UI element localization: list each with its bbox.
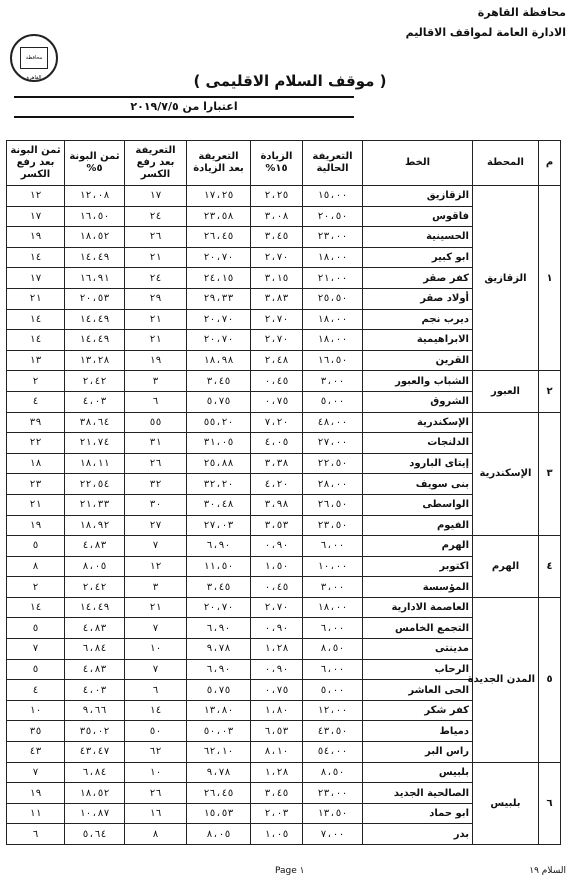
fare-cell: ٣٥ — [7, 721, 65, 742]
governorate-heading: محافظة القاهرة — [477, 6, 566, 19]
page-number: Page ١ — [275, 866, 305, 876]
route-name: الإسكندرية — [363, 412, 473, 433]
fare-cell: ١٤،٤٩ — [65, 309, 125, 330]
column-header: الخط — [363, 141, 473, 186]
fare-cell: ٥٠ — [125, 721, 187, 742]
fare-cell: ٥٥ — [125, 412, 187, 433]
fare-cell: ٢،٧٠ — [251, 330, 303, 351]
station-name: بلبيس — [473, 762, 539, 844]
station-name: العبور — [473, 371, 539, 412]
route-name: ابو كبير — [363, 247, 473, 268]
fare-cell: ١٥،٠٠ — [303, 186, 363, 207]
fare-cell: ٢٩،٣٣ — [187, 288, 251, 309]
fare-cell: ١٨،٠٠ — [303, 309, 363, 330]
route-name: الحى العاشر — [363, 680, 473, 701]
fare-cell: ١٨،١١ — [65, 453, 125, 474]
fare-cell: ٢٣ — [7, 474, 65, 495]
fare-cell: ٤،٠٣ — [65, 391, 125, 412]
fare-cell: ٢ — [7, 371, 65, 392]
fare-cell: ٥ — [7, 536, 65, 557]
fare-cell: ٧ — [125, 659, 187, 680]
fare-cell: ٣،٤٥ — [251, 227, 303, 248]
fare-cell: ٢٢،٥٤ — [65, 474, 125, 495]
fare-cell: ٠،٤٥ — [251, 577, 303, 598]
column-header: ثمن البونة بعد رفع الكسر — [7, 141, 65, 186]
fare-cell: ٤،٨٣ — [65, 536, 125, 557]
fare-cell: ٢٥،٥٠ — [303, 288, 363, 309]
fare-cell: ١٤ — [7, 597, 65, 618]
fare-cell: ٢٣،٥٨ — [187, 206, 251, 227]
route-name: الرحاب — [363, 659, 473, 680]
fare-cell: ٢٦،٥٠ — [303, 494, 363, 515]
fare-cell: ١٧ — [7, 206, 65, 227]
group-number: ٥ — [539, 597, 561, 762]
fare-cell: ٦،٠٠ — [303, 536, 363, 557]
fare-cell: ٤٣ — [7, 742, 65, 763]
fare-cell: ٤٨،٠٠ — [303, 412, 363, 433]
route-name: الفيوم — [363, 515, 473, 536]
fare-cell: ٠،٤٥ — [251, 371, 303, 392]
fare-cell: ٨،٠٥ — [65, 556, 125, 577]
fare-cell: ١٦ — [125, 803, 187, 824]
table-row — [7, 762, 561, 783]
fare-cell: ٦ — [125, 680, 187, 701]
column-header: التعريفة الحالية — [303, 141, 363, 186]
fare-cell: ١٨،٥٢ — [65, 227, 125, 248]
route-name: مدينتى — [363, 639, 473, 660]
fare-cell: ١٧،٢٥ — [187, 186, 251, 207]
fare-cell: ٤،٨٣ — [65, 618, 125, 639]
fare-cell: ٢٠،٧٠ — [187, 309, 251, 330]
fare-cell: ٢٦ — [125, 227, 187, 248]
fare-cell: ٢١ — [125, 330, 187, 351]
fare-cell: ٢٢،٥٠ — [303, 453, 363, 474]
fare-cell: ٨،٠٥ — [187, 824, 251, 845]
route-name: العاصمة الادارية — [363, 597, 473, 618]
fare-cell: ٢٤ — [125, 268, 187, 289]
fare-cell: ٩،٦٦ — [65, 700, 125, 721]
fare-cell: ٠،٩٠ — [251, 659, 303, 680]
fare-cell: ١٢،٠٨ — [65, 186, 125, 207]
fare-cell: ٢٠،٧٠ — [187, 597, 251, 618]
route-name: اكتوبر — [363, 556, 473, 577]
station-name: المدن الجديدة — [473, 597, 539, 762]
fare-cell: ٤ — [7, 391, 65, 412]
group-number: ٤ — [539, 536, 561, 598]
fare-cell: ٢٦ — [125, 453, 187, 474]
fare-cell: ٣،٩٨ — [251, 494, 303, 515]
fare-cell: ٢٩ — [125, 288, 187, 309]
route-name: كفر شكر — [363, 700, 473, 721]
fare-cell: ٥،٠٠ — [303, 680, 363, 701]
fare-cell: ٢٨،٠٠ — [303, 474, 363, 495]
fare-cell: ١١ — [7, 803, 65, 824]
fare-cell: ٩،٧٨ — [187, 639, 251, 660]
fare-cell: ١٣،٢٨ — [65, 350, 125, 371]
fare-cell: ٢٧،٠٣ — [187, 515, 251, 536]
fare-cell: ٧ — [125, 618, 187, 639]
fare-cell: ٨،٥٠ — [303, 762, 363, 783]
fare-table — [6, 140, 561, 845]
fare-cell: ٣٥،٠٢ — [65, 721, 125, 742]
route-name: الابراهيمية — [363, 330, 473, 351]
fare-cell: ٦ — [125, 391, 187, 412]
fare-cell: ١٨،٥٢ — [65, 783, 125, 804]
effective-date: اعتبارا من ٢٠١٩/٧/٥ — [14, 96, 354, 118]
fare-cell: ٢،٢٥ — [251, 186, 303, 207]
fare-cell: ٣٩ — [7, 412, 65, 433]
fare-cell: ١٤ — [7, 330, 65, 351]
fare-cell: ١٠ — [125, 762, 187, 783]
fare-cell: ١١،٥٠ — [187, 556, 251, 577]
group-number: ٢ — [539, 371, 561, 412]
fare-cell: ٦٢ — [125, 742, 187, 763]
fare-cell: ٦،٩٠ — [187, 536, 251, 557]
fare-cell: ٣،٨٣ — [251, 288, 303, 309]
fare-cell: ١٤،٤٩ — [65, 330, 125, 351]
fare-cell: ٣ — [125, 577, 187, 598]
fare-cell: ١٢ — [7, 186, 65, 207]
fare-cell: ٦،٨٤ — [65, 639, 125, 660]
fare-cell: ١٠ — [125, 639, 187, 660]
fare-cell: ١٨،٩٢ — [65, 515, 125, 536]
fare-cell: ١٠،٠٠ — [303, 556, 363, 577]
fare-cell: ١٤ — [125, 700, 187, 721]
fare-cell: ٤ — [7, 680, 65, 701]
fare-cell: ٢،٤٢ — [65, 371, 125, 392]
fare-cell: ٢٣،٠٠ — [303, 227, 363, 248]
fare-cell: ١٩ — [125, 350, 187, 371]
fare-cell: ١٣،٨٠ — [187, 700, 251, 721]
fare-cell: ٧،٢٠ — [251, 412, 303, 433]
fare-cell: ٢٤ — [125, 206, 187, 227]
fare-cell: ١٩ — [7, 783, 65, 804]
fare-cell: ٣،٤٥ — [187, 371, 251, 392]
group-number: ١ — [539, 186, 561, 371]
fare-cell: ٠،٧٥ — [251, 680, 303, 701]
fare-cell: ٣١،٠٥ — [187, 433, 251, 454]
fare-cell: ٥٥،٢٠ — [187, 412, 251, 433]
fare-cell: ٨ — [125, 824, 187, 845]
fare-cell: ٣،١٥ — [251, 268, 303, 289]
fare-cell: ١٤ — [7, 247, 65, 268]
fare-cell: ١٣ — [7, 350, 65, 371]
fare-cell: ٢٦،٤٥ — [187, 783, 251, 804]
fare-cell: ٣،٣٨ — [251, 453, 303, 474]
fare-cell: ٦ — [7, 824, 65, 845]
table-row — [7, 371, 561, 392]
fare-cell: ٨ — [7, 556, 65, 577]
fare-cell: ١،٢٨ — [251, 762, 303, 783]
fare-cell: ٦،٠٠ — [303, 618, 363, 639]
route-name: ديرب نجم — [363, 309, 473, 330]
group-number: ٦ — [539, 762, 561, 844]
fare-cell: ١٨،٠٠ — [303, 247, 363, 268]
fare-cell: ٢١ — [125, 309, 187, 330]
fare-cell: ٤٣،٥٠ — [303, 721, 363, 742]
fare-cell: ٤،٢٠ — [251, 474, 303, 495]
fare-cell: ٢٠،٥٣ — [65, 288, 125, 309]
document-footer-name: السلام ١٩ — [529, 866, 566, 876]
fare-cell: ١٧ — [7, 268, 65, 289]
fare-cell: ٢١،٠٠ — [303, 268, 363, 289]
fare-cell: ١،٢٨ — [251, 639, 303, 660]
fare-cell: ٦،٨٤ — [65, 762, 125, 783]
fare-cell: ٢١ — [125, 597, 187, 618]
fare-cell: ٣،٠٠ — [303, 371, 363, 392]
fare-cell: ١٦،٥٠ — [65, 206, 125, 227]
table-body — [7, 186, 561, 845]
column-header: التعريفة بعد الزيادة — [187, 141, 251, 186]
fare-cell: ٥ — [7, 618, 65, 639]
route-name: بنى سويف — [363, 474, 473, 495]
fare-cell: ١٨،٩٨ — [187, 350, 251, 371]
fare-cell: ٤،٠٣ — [65, 680, 125, 701]
column-header: التعريفة بعد رفع الكسر — [125, 141, 187, 186]
fare-cell: ٣،٠٨ — [251, 206, 303, 227]
fare-cell: ٤٣،٤٧ — [65, 742, 125, 763]
route-name: فاقوس — [363, 206, 473, 227]
fare-cell: ٢٧ — [125, 515, 187, 536]
route-name: الهرم — [363, 536, 473, 557]
fare-cell: ٦٢،١٠ — [187, 742, 251, 763]
fare-cell: ٣٠،٤٨ — [187, 494, 251, 515]
table-row — [7, 186, 561, 207]
route-name: بدر — [363, 824, 473, 845]
fare-cell: ٢٠،٧٠ — [187, 330, 251, 351]
column-header: ثمن البونة ٥% — [65, 141, 125, 186]
fare-cell: ١٤،٤٩ — [65, 247, 125, 268]
fare-cell: ٧ — [7, 639, 65, 660]
fare-cell: ٨،١٠ — [251, 742, 303, 763]
fare-cell: ٢١،٣٣ — [65, 494, 125, 515]
fare-cell: ٥،٦٤ — [65, 824, 125, 845]
fare-cell: ٠،٧٥ — [251, 391, 303, 412]
fare-cell: ٢٠،٧٠ — [187, 247, 251, 268]
fare-cell: ٢١،٧٤ — [65, 433, 125, 454]
fare-cell: ٢٢ — [7, 433, 65, 454]
route-name: دمياط — [363, 721, 473, 742]
table-row — [7, 597, 561, 618]
fare-cell: ١٥،٥٣ — [187, 803, 251, 824]
route-name: القرين — [363, 350, 473, 371]
fare-cell: ٢١ — [125, 247, 187, 268]
route-name: إيتاى البارود — [363, 453, 473, 474]
fare-cell: ١٤ — [7, 309, 65, 330]
fare-cell: ١٧ — [125, 186, 187, 207]
fare-cell: ١٩ — [7, 515, 65, 536]
table-row — [7, 536, 561, 557]
fare-cell: ٣٨،٦٤ — [65, 412, 125, 433]
fare-cell: ٦،٥٣ — [251, 721, 303, 742]
fare-cell: ٥٠،٠٣ — [187, 721, 251, 742]
route-name: الشباب والعبور — [363, 371, 473, 392]
page-title: ( موقف السلام الاقليمى ) — [193, 72, 387, 90]
fare-cell: ٢٠،٥٠ — [303, 206, 363, 227]
fare-cell: ٢٣،٥٠ — [303, 515, 363, 536]
fare-cell: ٢،٤٢ — [65, 577, 125, 598]
fare-cell: ١٨،٠٠ — [303, 330, 363, 351]
route-name: أولاد صقر — [363, 288, 473, 309]
fare-cell: ١٢،٠٠ — [303, 700, 363, 721]
route-name: راس البر — [363, 742, 473, 763]
fare-cell: ٢،٧٠ — [251, 597, 303, 618]
fare-cell: ٩،٧٨ — [187, 762, 251, 783]
group-number: ٣ — [539, 412, 561, 536]
column-header: المحطة — [473, 141, 539, 186]
fare-cell: ٢٦،٤٥ — [187, 227, 251, 248]
table-row — [7, 412, 561, 433]
route-name: الصالحية الجديد — [363, 783, 473, 804]
route-name: كفر صقر — [363, 268, 473, 289]
station-name: الإسكندرية — [473, 412, 539, 536]
fare-cell: ٥،٧٥ — [187, 680, 251, 701]
fare-cell: ٧،٠٠ — [303, 824, 363, 845]
fare-cell: ٢،٧٠ — [251, 247, 303, 268]
route-name: الزقازيق — [363, 186, 473, 207]
fare-cell: ٦،٩٠ — [187, 618, 251, 639]
fare-cell: ٢٦ — [125, 783, 187, 804]
fare-cell: ١٠ — [7, 700, 65, 721]
route-name: التجمع الخامس — [363, 618, 473, 639]
fare-cell: ١٦،٩١ — [65, 268, 125, 289]
seal-logo-text: محافظة القاهرة — [20, 47, 48, 69]
table-header-row — [7, 141, 561, 186]
fare-cell: ٢١ — [7, 288, 65, 309]
fare-cell: ٤،٠٥ — [251, 433, 303, 454]
route-name: المؤسسة — [363, 577, 473, 598]
fare-cell: ١٨ — [7, 453, 65, 474]
route-name: ابو حماد — [363, 803, 473, 824]
fare-cell: ٠،٩٠ — [251, 536, 303, 557]
fare-cell: ٥٤،٠٠ — [303, 742, 363, 763]
fare-cell: ١٦،٥٠ — [303, 350, 363, 371]
fare-cell: ١،٠٥ — [251, 824, 303, 845]
fare-cell: ٣٠ — [125, 494, 187, 515]
fare-cell: ٣،٤٥ — [187, 577, 251, 598]
route-name: بلبيس — [363, 762, 473, 783]
column-header: م — [539, 141, 561, 186]
fare-cell: ٨،٥٠ — [303, 639, 363, 660]
fare-cell: ٣،٥٣ — [251, 515, 303, 536]
route-name: الشروق — [363, 391, 473, 412]
station-name: الزقازيق — [473, 186, 539, 371]
fare-cell: ١٠،٨٧ — [65, 803, 125, 824]
fare-cell: ٢٥،٨٨ — [187, 453, 251, 474]
fare-cell: ٣،٤٥ — [251, 783, 303, 804]
department-heading: الادارة العامة لمواقف الاقاليم — [405, 26, 566, 39]
fare-cell: ٢٣،٠٠ — [303, 783, 363, 804]
route-name: الحسينية — [363, 227, 473, 248]
station-name: الهرم — [473, 536, 539, 598]
fare-cell: ٢ — [7, 577, 65, 598]
fare-cell: ٢٤،١٥ — [187, 268, 251, 289]
fare-cell: ٧ — [7, 762, 65, 783]
fare-cell: ٣،٠٠ — [303, 577, 363, 598]
fare-cell: ٣ — [125, 371, 187, 392]
fare-cell: ١٣،٥٠ — [303, 803, 363, 824]
fare-cell: ٢،٧٠ — [251, 309, 303, 330]
fare-cell: ١،٥٠ — [251, 556, 303, 577]
fare-cell: ٤،٨٣ — [65, 659, 125, 680]
fare-cell: ٢،٤٨ — [251, 350, 303, 371]
fare-cell: ٥ — [7, 659, 65, 680]
fare-cell: ١٢ — [125, 556, 187, 577]
fare-cell: ٢١ — [7, 494, 65, 515]
fare-cell: ٣١ — [125, 433, 187, 454]
fare-cell: ٠،٩٠ — [251, 618, 303, 639]
fare-cell: ٢٧،٠٠ — [303, 433, 363, 454]
fare-cell: ١٤،٤٩ — [65, 597, 125, 618]
fare-cell: ٥،٠٠ — [303, 391, 363, 412]
fare-cell: ١٨،٠٠ — [303, 597, 363, 618]
fare-cell: ٦،٠٠ — [303, 659, 363, 680]
fare-cell: ١،٨٠ — [251, 700, 303, 721]
fare-cell: ١٩ — [7, 227, 65, 248]
fare-cell: ٢،٠٣ — [251, 803, 303, 824]
fare-cell: ٥،٧٥ — [187, 391, 251, 412]
route-name: الدلنجات — [363, 433, 473, 454]
fare-cell: ٣٢،٢٠ — [187, 474, 251, 495]
fare-cell: ٦،٩٠ — [187, 659, 251, 680]
fare-cell: ٣٢ — [125, 474, 187, 495]
fare-cell: ٧ — [125, 536, 187, 557]
route-name: الواسطى — [363, 494, 473, 515]
column-header: الزيادة ١٥% — [251, 141, 303, 186]
